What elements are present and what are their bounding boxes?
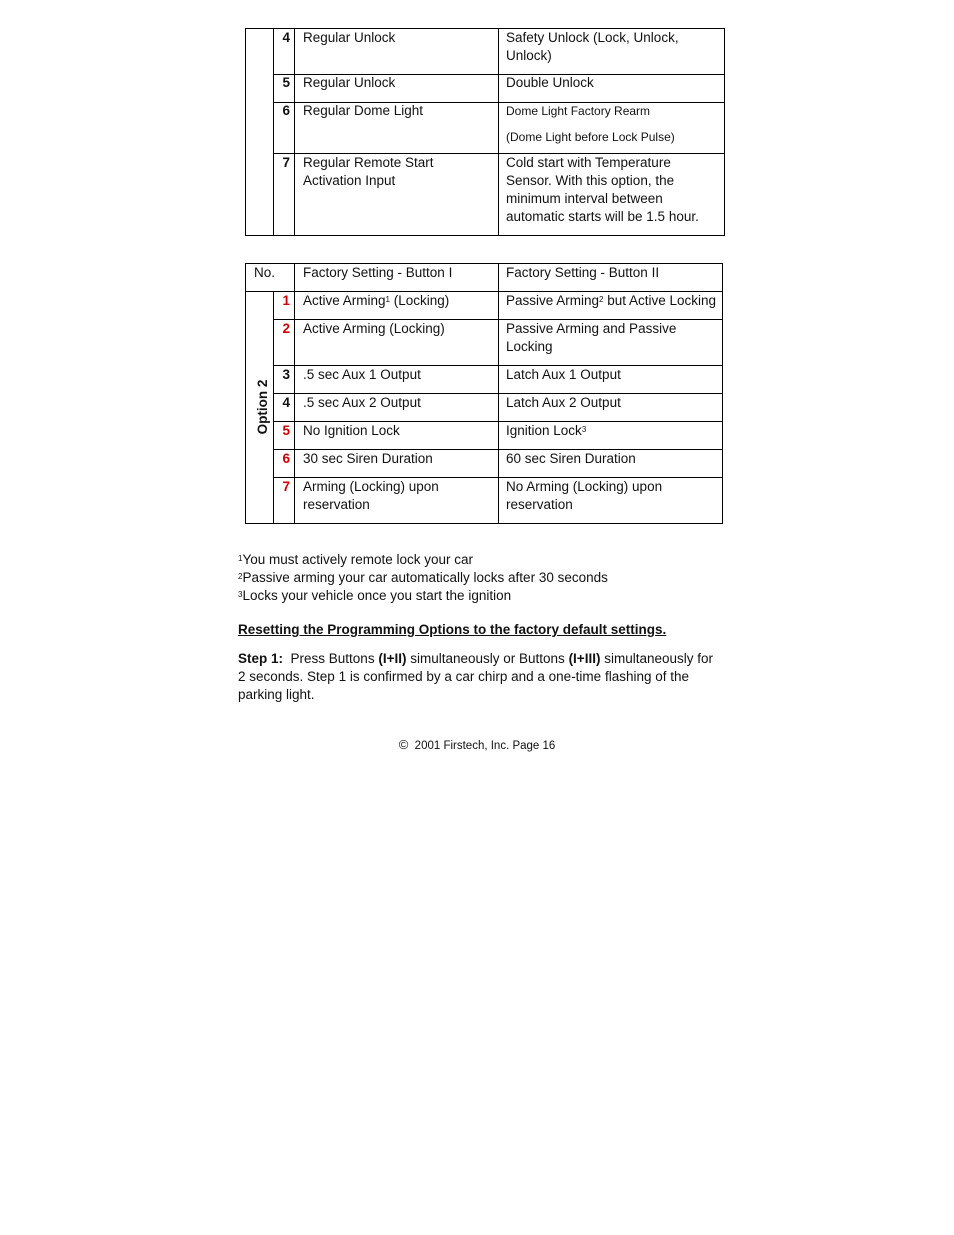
cell-button-ii: Latch Aux 2 Output — [506, 395, 621, 410]
footnote-ref: 2 — [599, 295, 604, 304]
step-1-paragraph: Step 1: Press Buttons (I+II) simultaneously or Buttons (I+III) simultaneously for 2 seconds. Step 1 is confirmed by a car chirp and a one-time flashing of the parking light. — [238, 651, 714, 702]
header-no: No. — [254, 265, 276, 280]
row-number: 4 — [282, 395, 290, 410]
header-button-i: Factory Setting - Button I — [303, 265, 453, 280]
cell-button-i: Regular Unlock — [303, 75, 396, 90]
footnote-2: $^2$Passive arming your car automatically locks after 30 seconds — [238, 570, 608, 585]
page-footer — [0, 737, 954, 752]
cell-button-ii-line-1: Dome Light Factory Rearm — [506, 104, 651, 118]
cell-button-ii: 60 sec Siren Duration — [506, 451, 636, 466]
footnote-1: $^1$You must actively remote lock your car — [238, 552, 474, 567]
row-number: 5 — [282, 423, 290, 438]
cell-button-i: .5 sec Aux 1 Output — [303, 367, 421, 382]
cell-button-ii: Safety Unlock (Lock, Unlock, Unlock) — [506, 30, 679, 63]
row-number: 7 — [282, 479, 290, 494]
row-number: 7 — [282, 155, 290, 170]
copyright-symbol: © — [398, 737, 409, 752]
header-button-ii: Factory Setting - Button II — [506, 265, 660, 280]
cell-button-ii: Cold start with Temperature Sensor. With this option, the minimum interval between automatic starts will be 1.5 hour. — [506, 155, 699, 224]
cell-button-i: .5 sec Aux 2 Output — [303, 395, 421, 410]
cell-button-i: Arming (Locking) upon reservation — [303, 479, 439, 512]
cell-button-i: Regular Remote Start Activation Input — [303, 155, 434, 188]
cell-button-ii: Passive Arming$^2$ but Active Locking — [506, 293, 717, 308]
cell-button-ii: Ignition Lock$^3$ — [506, 423, 587, 438]
reset-heading: Resetting the Programming Options to the factory default settings. — [238, 622, 667, 637]
cell-button-i: Active Arming (Locking) — [303, 321, 445, 336]
cell-button-i: No Ignition Lock — [303, 423, 400, 438]
cell-button-ii: Double Unlock — [506, 75, 594, 90]
cell-button-i: Regular Unlock — [303, 30, 396, 45]
cell-button-ii: Passive Arming and Passive Locking — [506, 321, 677, 354]
footnote-ref: 1 — [385, 295, 390, 304]
cell-button-ii: Latch Aux 1 Output — [506, 367, 621, 382]
cell-button-i: 30 sec Siren Duration — [303, 451, 433, 466]
cell-button-ii: No Arming (Locking) upon reservation — [506, 479, 663, 512]
cell-button-ii-line-2: (Dome Light before Lock Pulse) — [506, 130, 675, 144]
footnote-3: $^3$Locks your vehicle once you start the ignition — [238, 588, 512, 603]
footnote-ref: 3 — [581, 425, 587, 434]
row-number: 4 — [282, 30, 290, 45]
row-number: 5 — [282, 75, 290, 90]
cell-button-i: Regular Dome Light — [303, 103, 424, 118]
option-2-label: Option 2 — [255, 379, 270, 435]
row-number: 1 — [282, 293, 290, 308]
cell-button-i: Active Arming$^1$ (Locking) — [303, 293, 450, 308]
footer-text: 2001 Firstech, Inc. Page 16 — [414, 740, 556, 752]
row-number: 3 — [282, 367, 290, 382]
row-number: 2 — [282, 321, 290, 336]
row-number: 6 — [282, 451, 290, 466]
row-number: 6 — [282, 103, 290, 118]
